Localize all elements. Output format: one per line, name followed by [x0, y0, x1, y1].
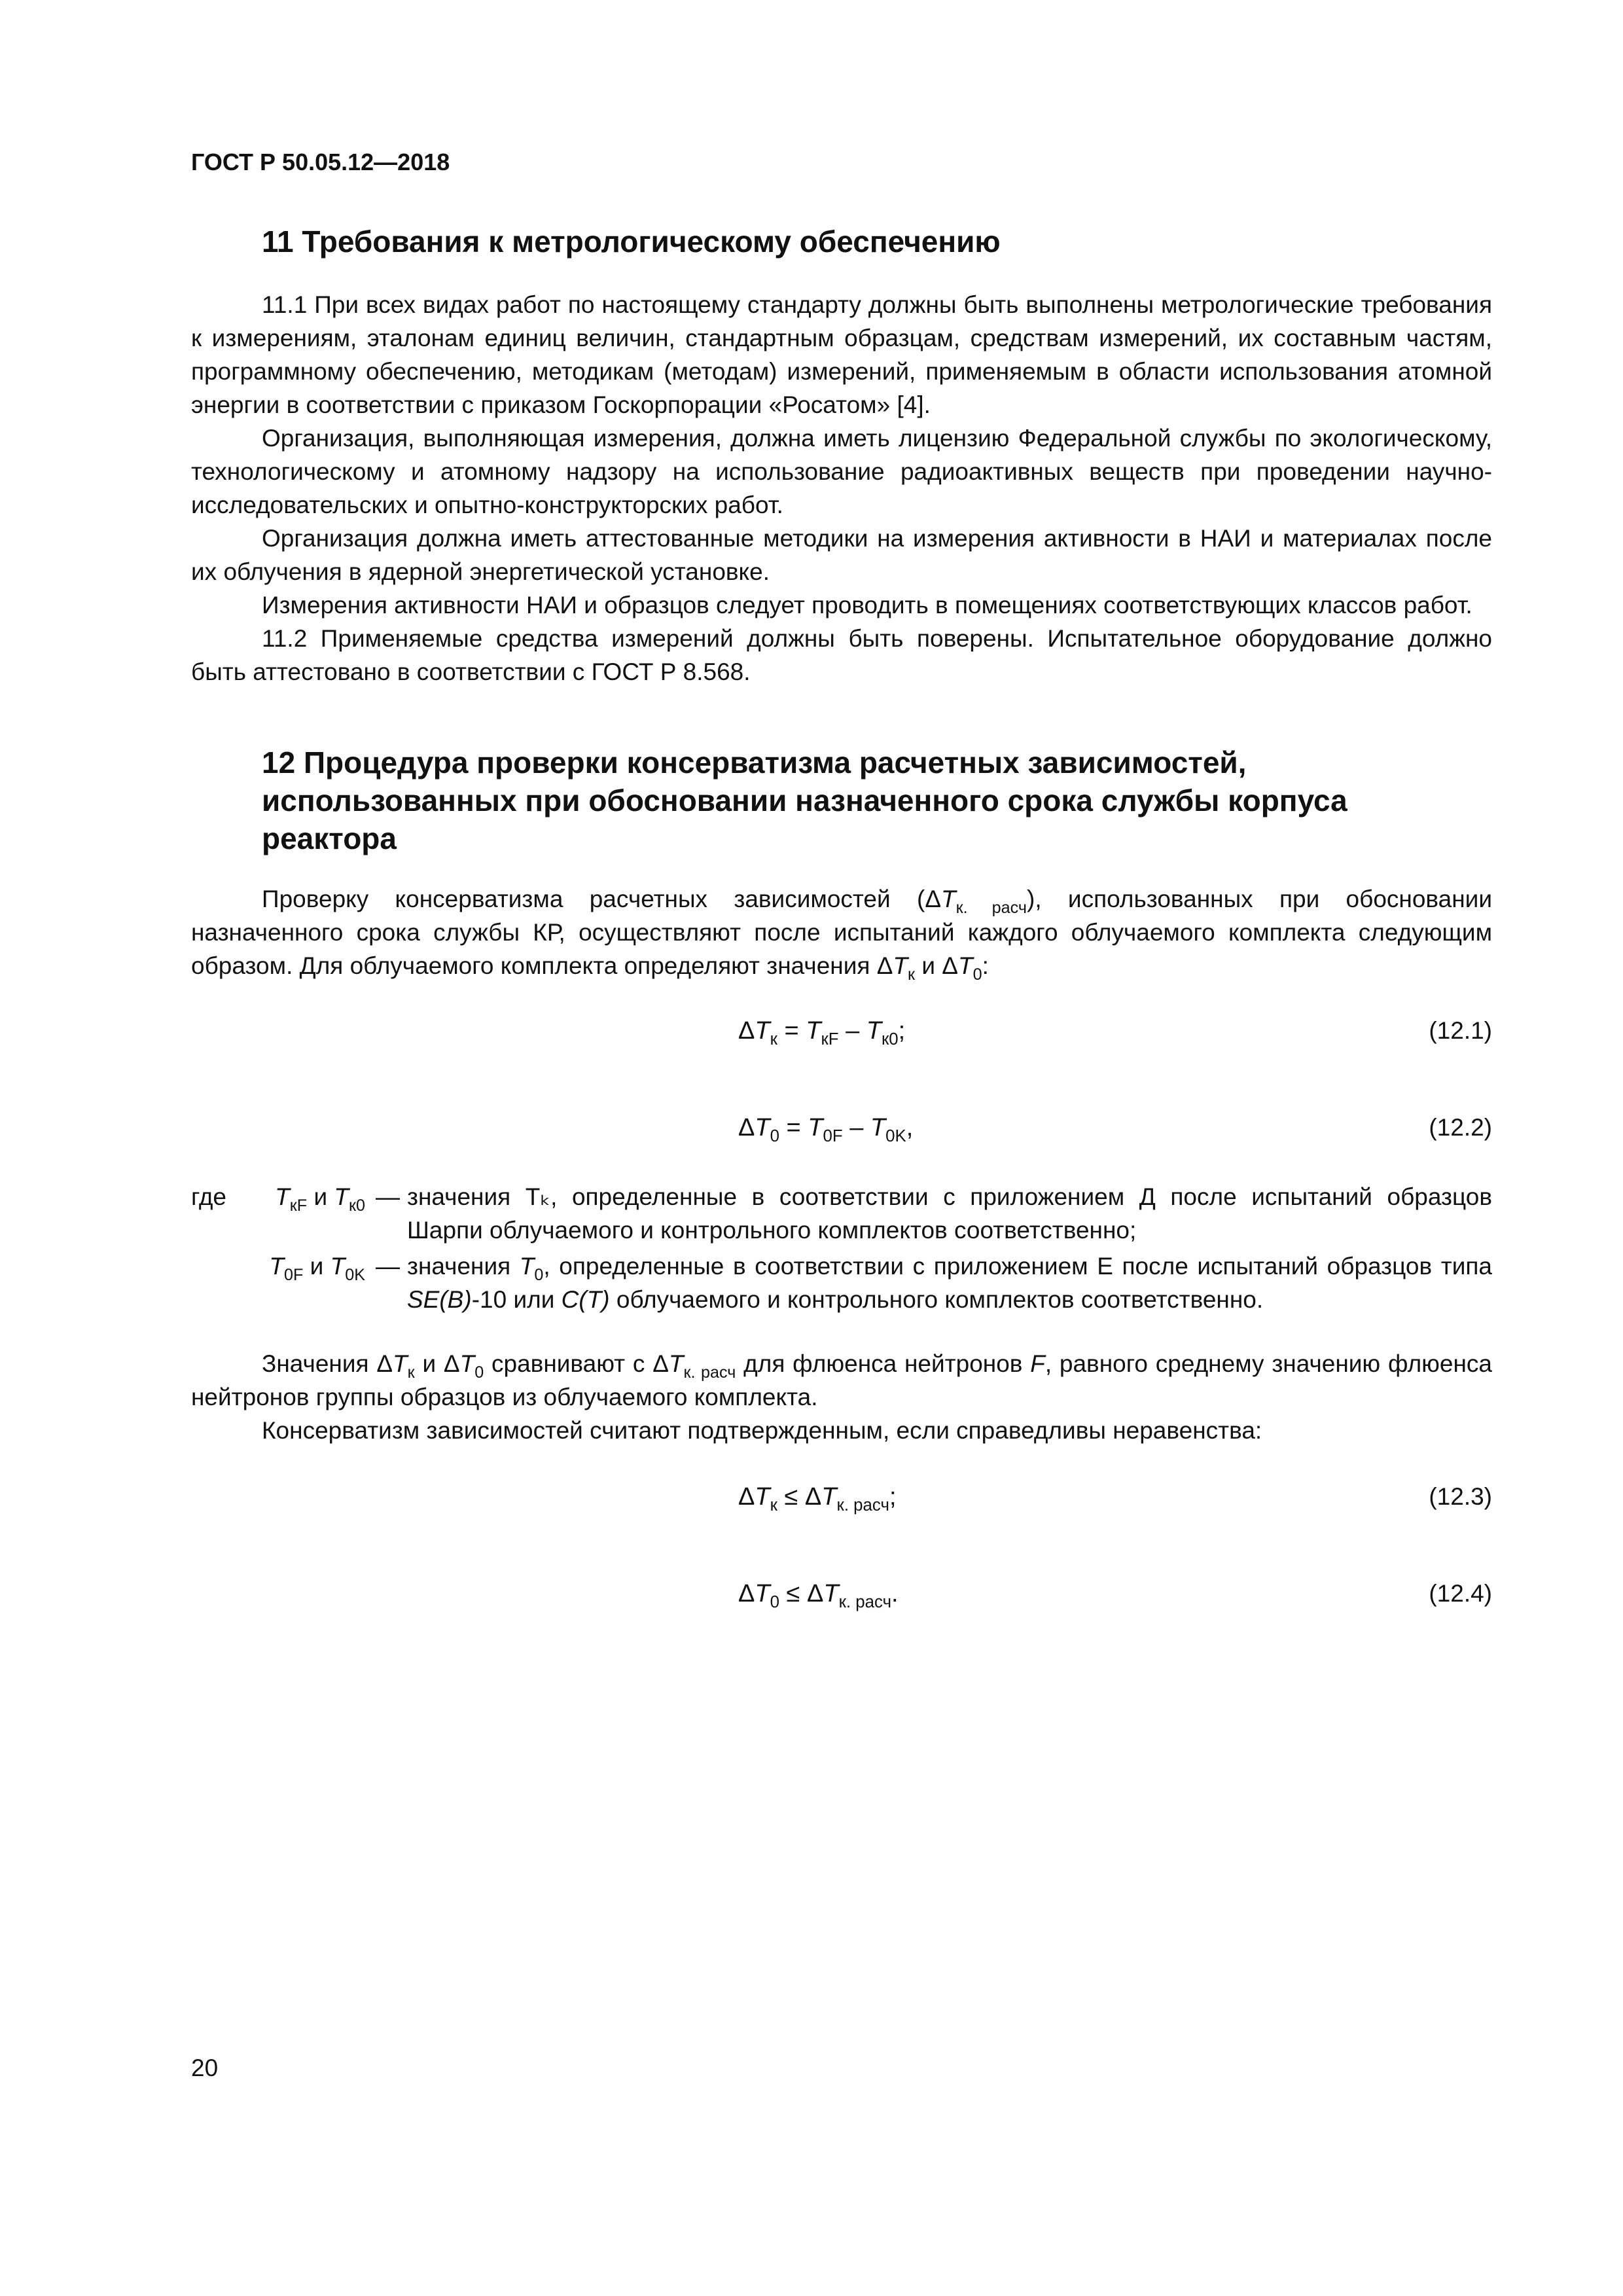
definition-text-tk: значения Tₖ, определенные в соответствии с приложением Д после испытаний образцов Шарпи облучаемого и контрольного комплектов соответственно; — [407, 1183, 1492, 1244]
section-11-body — [191, 288, 1492, 689]
page-number: 20 — [191, 2054, 219, 2081]
paragraph-11-1: 11.1 При всех видах работ по настоящему стандарту должны быть выполнены метрологические требования к измерениям, эталонам единиц величин, стандартным образцам, средствам измерений, их составным частям, программному обеспечению, методикам (методам) измерений, применяемым в области использования атомной энергии в соответствии с приказом Госкорпорации «Росатом» [4]. — [191, 291, 1492, 418]
definition-symbols-t0: $T_{0F}$ и $T_{0K}$ — [269, 1253, 365, 1284]
equation-number-12-1: (12.1) — [1429, 1017, 1492, 1044]
symbol-definitions — [191, 1180, 1492, 1319]
equation-12-4: $\Delta T_0 \le \Delta T_{к. расч}$. — [738, 1580, 899, 1612]
definition-text-t0: значения $T_0$, определенные в соответствии с приложением Е после испытаний образцов типа SE(B)-10 или C(T) облучаемого и контрольного комплектов соответственно. — [407, 1253, 1492, 1313]
section-12-comparison — [191, 1347, 1492, 1447]
definition-symbols-tk: $T_{кF}$ и $T_{к0}$ — [275, 1183, 365, 1215]
section-12-title — [262, 744, 1347, 857]
paragraph-methods: Организация должна иметь аттестованные методики на измерения активности в НАИ и материалах после их облучения в ядерной энергетической установке. — [191, 525, 1492, 585]
paragraph-conclusion: Консерватизм зависимостей считают подтвержденным, если справедливы неравенства: — [262, 1417, 1262, 1444]
equation-number-12-2: (12.2) — [1429, 1114, 1492, 1141]
section-11-title: 11 Требования к метрологическому обеспечению — [262, 224, 1001, 259]
paragraph-intro: Проверку консерватизма расчетных зависимостей $(\Delta T_{к. расч})$, использованных при обосновании назначенного срока службы КР, осуществляют после испытаний каждого облучаемого комплекта следующим образом. Для облучаемого комплекта определяют значения $\Delta T_к$ и $\Delta T_0$: — [191, 886, 1492, 984]
section-12-title-line-3: реактора — [262, 821, 397, 855]
equation-12-2: $\Delta T_0 = T_{0F} - T_{0K}$, — [738, 1114, 914, 1146]
paragraph-comparison: Значения $\Delta T_к$ и $\Delta T_0$ сравнивают с $\Delta T_{к. расч}$ для флюенса нейтронов F, равного среднему значению флюенса нейтронов группы образцов из облучаемого комплекта. — [191, 1350, 1493, 1410]
equation-12-1: $\Delta T_к = T_{кF} - T_{к0}$; — [738, 1017, 906, 1049]
equation-number-12-4: (12.4) — [1429, 1580, 1492, 1607]
section-12-title-line-2: использованных при обосновании назначенного срока службы корпуса — [262, 783, 1347, 817]
equation-12-3: $\Delta T_к \le \Delta T_{к. расч}$; — [738, 1483, 897, 1515]
document-code: ГОСТ Р 50.05.12—2018 — [191, 149, 450, 175]
section-12-intro — [191, 882, 1492, 982]
paragraph-11-2: 11.2 Применяемые средства измерений должны быть поверены. Испытательное оборудование должно быть аттестовано в соответствии с ГОСТ Р 8.568. — [191, 625, 1492, 685]
section-12-title-line-1: 12 Процедура проверки консерватизма расчетных зависимостей, — [262, 745, 1247, 780]
paragraph-license: Организация, выполняющая измерения, должна иметь лицензию Федеральной службы по экологическому, технологическому и атомному надзору на использование радиоактивных веществ при проведении научно-исследовательских и опытно-конструкторских работ. — [191, 425, 1492, 518]
equation-number-12-3: (12.3) — [1429, 1483, 1492, 1510]
paragraph-premises: Измерения активности НАИ и образцов следует проводить в помещениях соответствующих классов работ. — [262, 592, 1472, 619]
definition-row-tk: где $T_{кF}$ и $T_{к0}$ — значения Tₖ, определенные в соответствии с приложением Д после испытаний образцов Шарпи облучаемого и контрольного комплектов соответственно; — [191, 1180, 1492, 1249]
definition-row-t0: $T_{0F}$ и $T_{0K}$ — значения $T_0$, определенные в соответствии с приложением Е после испытаний образцов типа SE(B)-10 или C(T) облучаемого и контрольного комплектов соответственно. — [191, 1249, 1492, 1319]
